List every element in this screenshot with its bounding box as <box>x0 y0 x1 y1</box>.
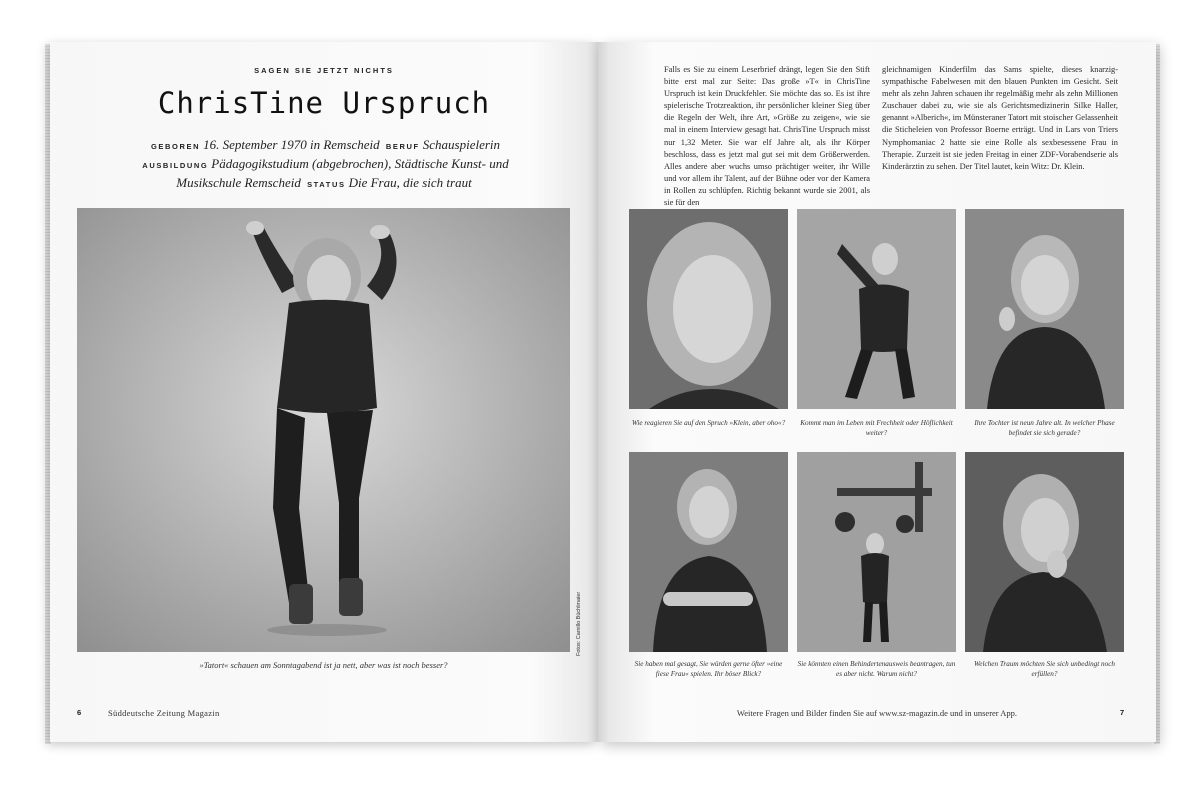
caption-3: Ihre Tochter ist neun Jahre alt. In welcher Phase befindet sie sich gerade? <box>974 419 1115 437</box>
section-kicker: SAGEN SIE JETZT NICHTS <box>254 66 394 75</box>
profile-facts <box>110 136 538 193</box>
caption-6: Welchen Traum möchten Sie sich unbedingt noch erfüllen? <box>973 660 1116 678</box>
article-column-1: Falls es Sie zu einem Leserbrief drängt, legen Sie den Stift bitte erst mal zur Seite: Das große »T« in ChrisTine Urspruch ist kein Druckfehler. Sie möchte das so. Es ist ihre spielerische Trotzreaktion, ihr persönlicher kleiner Sieg über die Regeln der Welt, ihre Art, »Größe zu zeigen«, wie sie mal in einem Interview gesagt hat. ChrisTine Urspruch misst nur 1,32 Meter. Sie war elf Jahre alt, als ihr Körper beschloss, dass es jetzt mal gut sei mit dem Größerwerden. Alles andere aber wuchs umso prächtiger weiter, ihr Wille und vor allem ihr Talent, auf der Bühne oder vor der Kamera in Rollen zu schlüpfen. Richtig bekannt wurde sie 2001, als sie für den <box>664 65 870 208</box>
magazine-name: Süddeutsche Zeitung Magazin <box>108 708 220 718</box>
education-value: Pädagogikstudium (abgebrochen), Städtische Kunst- und Musikschule Remscheid <box>176 156 509 190</box>
portrait-photo-2 <box>797 209 956 409</box>
portrait-photo-1 <box>629 209 788 409</box>
caption-4: Sie haben mal gesagt, Sie würden gerne öfter »eine fiese Frau« spielen. Ihr böser Blick? <box>634 660 783 678</box>
caption-5: Sie könnten einen Behindertenausweis beantragen, tun es aber nicht. Warum nicht? <box>797 660 956 678</box>
page-number-left: 6 <box>77 708 82 717</box>
status-label: STATUS <box>307 180 346 189</box>
left-page <box>50 42 598 742</box>
born-label: GEBOREN <box>150 142 201 151</box>
footer-web-hint: Weitere Fragen und Bilder finden Sie auf www.sz-magazin.de und in unserer App. <box>736 708 1018 718</box>
main-photo-caption: »Tatort« schauen am Sonntagabend ist ja nett, aber was ist noch besser? <box>199 660 448 670</box>
job-value: Schauspielerin <box>422 137 501 152</box>
article-title: ChrisTine Urspruch <box>157 86 491 120</box>
status-value: Die Frau, die sich traut <box>348 175 472 190</box>
article-column-2: gleichnamigen Kinderfilm das Sams spielte, dieses knarzig-sympathische Fabelwesen mit den blauen Punkten im Gesicht. Seit mehr als zehn Jahren schauen ihr regelmäßig mehr als zehn Millionen Zuschauer dabei zu, wie sie als Gerichtsmedizinerin Silke Haller, genannt »Alberich«, im Münsteraner Tatort mit stoischer Gelassenheit die Sticheleien von Professor Boerne erträgt. Und in Lars von Triers Nymphomaniac 2 hatte sie eine Rolle als sexbesessene Frau in Therapie. Zurzeit ist sie jeden Freitag in einer ZDF-Vorabendserie als Kinderärztin zu sehen. Der Titel lautet, kein Witz: Dr. Klein. <box>882 65 1118 171</box>
born-value: 16. September 1970 in Remscheid <box>203 137 380 152</box>
caption-1: Wie reagieren Sie auf den Spruch »Klein, aber oho«? <box>631 419 786 427</box>
right-page <box>598 42 1156 742</box>
portrait-photo-4 <box>629 452 788 652</box>
education-label: AUSBILDUNG <box>142 161 209 170</box>
portrait-photo-5 <box>797 452 956 652</box>
main-photo-dancing <box>77 208 570 652</box>
portrait-photo-3 <box>965 209 1124 409</box>
caption-2: Kommt man im Leben mit Frechheit oder Höflichkeit weiter? <box>800 419 953 437</box>
photo-credit: Fotos: Camillo Büchlmaier <box>576 591 582 656</box>
page-number-right: 7 <box>1120 708 1125 717</box>
portrait-photo-6 <box>965 452 1124 652</box>
job-label: BERUF <box>385 142 420 151</box>
